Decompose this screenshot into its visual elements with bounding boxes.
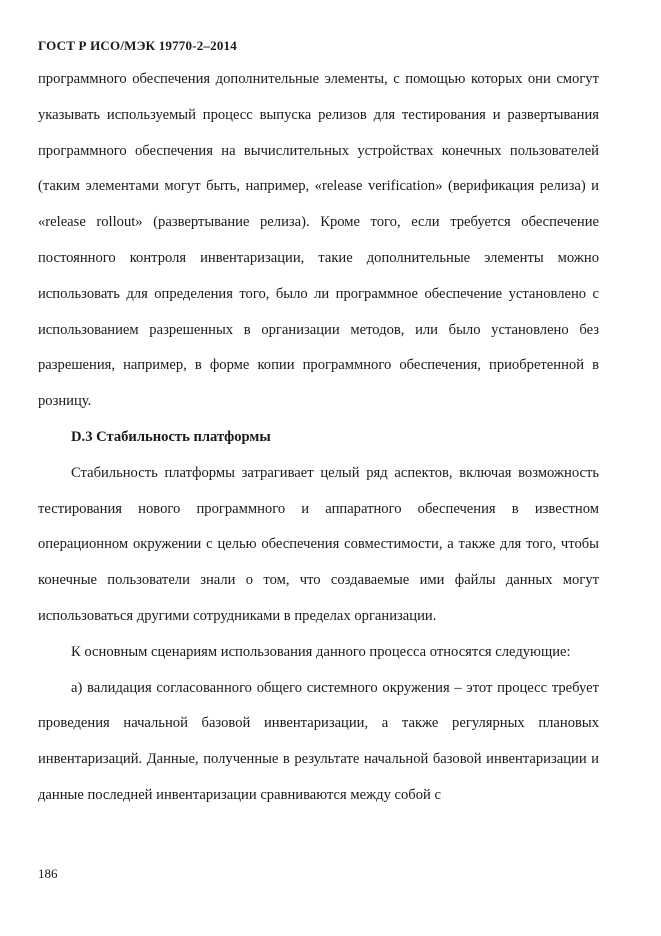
document-body <box>38 62 599 814</box>
page-number: 186 <box>38 866 58 881</box>
paragraph-scenarios-intro: К основным сценариям использования данного процесса относятся следующие: <box>71 643 571 660</box>
paragraph-platform-stability: Стабильность платформы затрагивает целый ряд аспектов, включая возможность тестирования нового программного и аппаратного обеспечения в известном операционном окружении с целью обеспечения совместимости, а также для того, чтобы конечные пользователи знали о том, что создаваемые ими файлы данных могут использоваться другими сотрудниками в пределах организации. <box>38 464 599 624</box>
section-heading: D.3 Стабильность платформы <box>71 428 271 445</box>
paragraph-continued: программного обеспечения дополнительные элементы, с помощью которых они смогут указывать используемый процесс выпуска релизов для тестирования и развертывания программного обеспечения на вычислительных устройствах конечных пользователей (таким элементами могут быть, например, «release verification» (верификация релиза) и «release rollout» (развертывание релиза). Кроме того, если требуется обеспечение постоянного контроля инвентаризации, такие дополнительные элементы можно использовать для определения того, было ли программное обеспечение установлено с использованием разрешенных в организации методов, или было установлено без разрешения, например, в форме копии программного обеспечения, приобретенной в розницу. <box>38 71 599 410</box>
list-item-a: а) валидация согласованного общего системного окружения – этот процесс требует проведения начальной базовой инвентаризации, а также регулярных плановых инвентаризаций. Данные, полученные в результате начальной базовой инвентаризации и данные последней инвентаризации сравниваются между собой с <box>38 679 599 803</box>
document-header: ГОСТ Р ИСО/МЭК 19770-2–2014 <box>38 38 237 53</box>
